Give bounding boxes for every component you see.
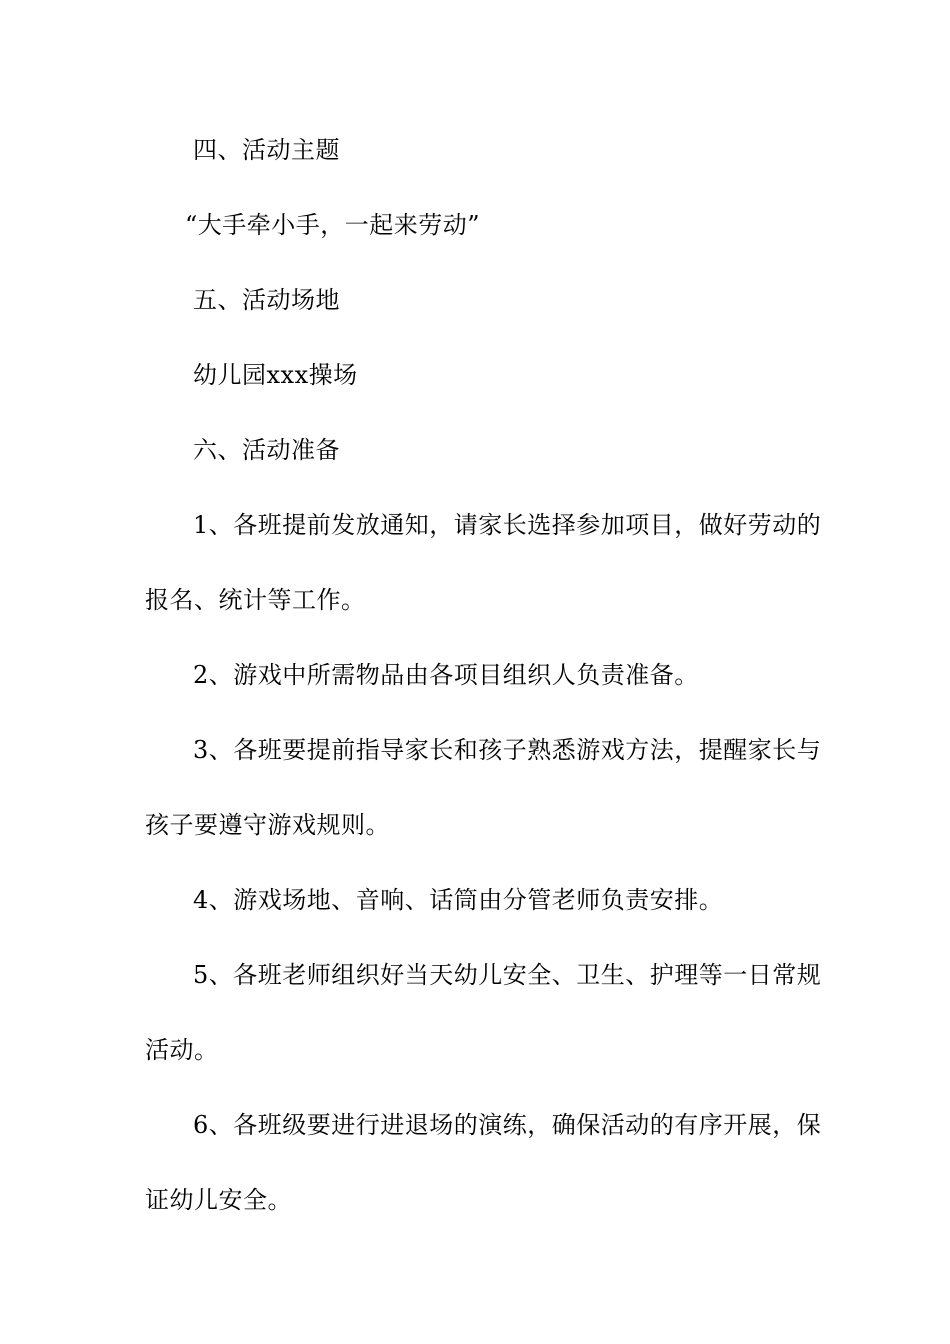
preparation-item-2: 2、游戏中所需物品由各项目组织人负责准备。	[193, 661, 699, 689]
preparation-item-4: 4、游戏场地、音响、话筒由分管老师负责安排。	[193, 886, 724, 914]
section-heading-preparation: 六、活动准备	[193, 436, 340, 464]
activity-venue-text: 幼儿园xxx操场	[193, 361, 358, 389]
preparation-item-5-line-2: 活动。	[145, 1036, 219, 1064]
activity-theme-slogan: “大手牵小手，一起来劳动”	[185, 211, 481, 239]
preparation-item-5-line-1: 5、各班老师组织好当天幼儿安全、卫生、护理等一日常规	[193, 961, 822, 989]
preparation-item-3-line-1: 3、各班要提前指导家长和孩子熟悉游戏方法，提醒家长与	[193, 736, 822, 764]
preparation-item-1-line-2: 报名、统计等工作。	[145, 586, 366, 614]
section-heading-activity-venue: 五、活动场地	[193, 286, 340, 314]
section-heading-activity-theme: 四、活动主题	[193, 136, 340, 164]
preparation-item-1-line-1: 1、各班提前发放通知，请家长选择参加项目，做好劳动的	[193, 511, 822, 539]
preparation-item-6-line-1: 6、各班级要进行进退场的演练，确保活动的有序开展，保	[193, 1111, 822, 1139]
preparation-item-6-line-2: 证幼儿安全。	[145, 1186, 292, 1214]
preparation-item-3-line-2: 孩子要遵守游戏规则。	[145, 811, 390, 839]
